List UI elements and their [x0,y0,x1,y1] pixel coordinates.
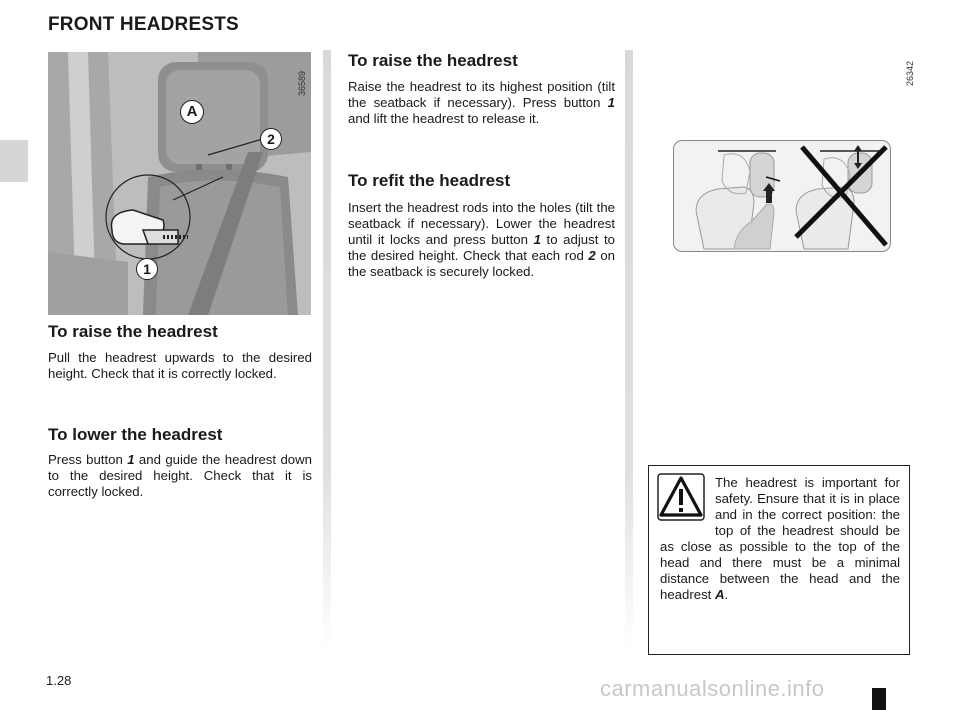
section-tab [0,140,28,182]
left-heading-lower: To lower the headrest [48,425,223,444]
page-corner-mark [872,688,886,710]
middle-body-raise: Raise the headrest to its highest position (tilt the seatback if necessary). Press button 1 and lift the headrest to release it. [348,79,615,126]
photo-reference-code: 36589 [297,70,307,96]
watermark: carmanualsonline.info [600,676,825,701]
headrest-photo-illustration [48,52,311,315]
rod-ref: 2 [588,248,596,263]
left-body-raise: Pull the headrest upwards to the desired height. Check that it is correctly locked. [48,350,312,381]
column-divider-left [323,50,331,650]
headrest-photo [48,52,311,315]
page-title: FRONT HEADRESTS [48,14,239,35]
left-heading-raise: To raise the headrest [48,322,218,341]
warning-text: The headrest is important for safety. Ensure that it is in place and in the correct position: the top of the headrest should be as close as possible to the top of the head and there must be a minimal distance between the head and the headrest A. [660,475,900,602]
button-ref: 1 [533,232,541,247]
column-divider-right [625,50,633,650]
left-body-lower: Press button 1 and guide the headrest down to the desired height. Check that it is correctly locked. [48,452,312,499]
page-number: 1.28 [46,673,72,688]
middle-body-refit: Insert the headrest rods into the holes (tilt the seatback if necessary). Lower the headrest until it locks and press button 1 to adjust to the desired height. Check that each rod 2 on the seatback is securely locked. [348,200,615,279]
middle-heading-refit: To refit the headrest [348,171,511,190]
headrest-distance-ref: A [715,587,725,602]
callout-1: 1 [136,258,158,280]
button-ref: 1 [127,452,135,467]
diagram-reference-code: 26342 [905,60,915,86]
callout-a: A [180,100,204,124]
middle-heading-raise: To raise the headrest [348,51,518,70]
callout-2: 2 [260,128,282,150]
button-ref: 1 [607,95,615,110]
headrest-diagram [673,140,891,252]
headrest-position-illustration [674,141,890,251]
